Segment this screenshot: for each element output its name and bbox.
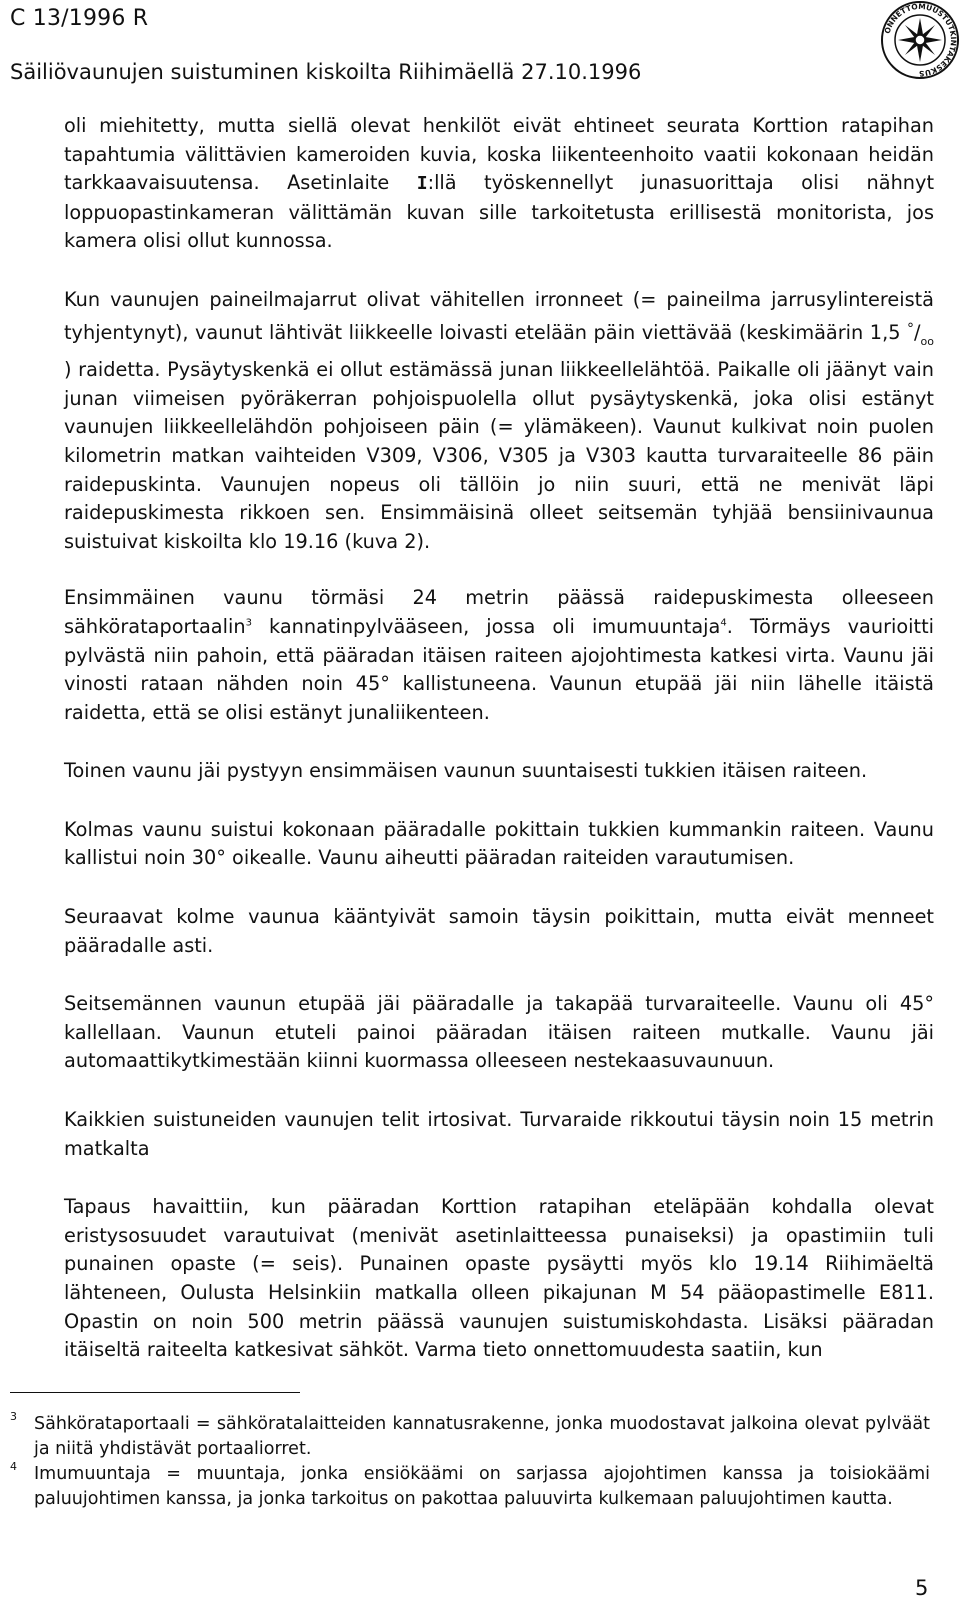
onnettomuustutkintakeskus-seal-logo xyxy=(880,0,960,80)
per-mille-symbol: $^\circ/_{oo}$ xyxy=(907,320,934,348)
footnote-divider xyxy=(10,1392,300,1393)
page-number: 5 xyxy=(915,1576,929,1600)
paragraph-3: Ensimmäinen vaunu törmäsi 24 metrin päässä raidepuskimesta olleeseen sähkörataportaalin$^3$ kannatinpylvääseen, jossa oli imumuuntaja$^4$. Törmäys vaurioitti pylvästä niin pahoin, että pääradan itäisen raiteen ajojohtimesta katkesi virta. Vaunu jäi vinosti rataan nähden noin 45° kallistuneena. Vaunun etupää jäi niin lähelle itäistä raidetta, että se olisi estänyt junaliikenteen. xyxy=(64,586,934,724)
paragraph-6: Seuraavat kolme vaunua kääntyivät samoin täysin poikittain, mutta eivät menneet pääradalle asti. xyxy=(64,905,934,957)
footnote-number: 3 xyxy=(10,1410,17,1423)
main-text xyxy=(64,112,934,1395)
footnote-text: Imumuuntaja = muuntaja, jonka ensiökäämi on sarjassa ajojohtimen kanssa ja toisiokäämi paluujohtimen kanssa, ja jonka tarkoitus on pakottaa paluuvirta kulkemaan paluujohtimen kautta. xyxy=(34,1464,930,1509)
paragraph-8: Kaikkien suistuneiden vaunujen telit irtosivat. Turvaraide rikkoutui täysin noin 15 metrin matkalta xyxy=(64,1108,934,1160)
footnote-text: Sähkörataportaali = sähköratalaitteiden kannatusrakenne, jonka muodostavat jalkoina olevat pylväät ja niitä yhdistävät portaaliorret. xyxy=(34,1414,930,1459)
paragraph-9: Tapaus havaittiin, kun pääradan Korttion ratapihan eteläpään kohdalla olevat eristysosuudet varautuivat (menivät asetinlaitteessa punaiseksi) ja opastimiin tuli punainen opaste (= seis). Punainen opaste pysäytti myös klo 19.14 Riihimäeltä lähteneen, Oulusta Helsinkiin matkalla olleen pikajunan M 54 pääopastimelle E811. Opastin on noin 500 metrin päässä vaunujen suistumiskohdasta. Lisäksi pääradan itäiseltä raiteelta katkesivat sähköt. Varma tieto onnettomuudesta saatiin, kun xyxy=(64,1195,934,1362)
footnote-number: 4 xyxy=(10,1460,17,1473)
paragraph-1: oli miehitetty, mutta siellä olevat henkilöt eivät ehtineet seurata Korttion ratapihan tapahtumia välittävien kameroiden kuvia, koska liikenteenhoito vaatii kokonaan heidän tarkkaavaisuutensa. Asetinlaite I:llä työskennellyt junasuorittaja olisi nähnyt loppuopastinkameran välittämän kuvan sille tarkoitetusta erillisestä monitorista, jos kamera olisi ollut kunnossa. xyxy=(64,114,934,253)
footnote-ref-3[interactable]: 3 xyxy=(245,617,252,629)
paragraph-2: Kun vaunujen paineilmajarrut olivat vähitellen irronneet (= paineilma jarrusylintereistä tyhjentynyt), vaunut lähtivät liikkeelle loivasti etelään päin viettävää (keskimäärin 1,5 $^\circ/_{oo}$) raidetta. Pysäytyskenkä ei ollut estämässä junan liikkeellelähtöä. Paikalle oli jäänyt vain junan viimeisen pyöräkerran pohjoispuolella ollut pysäytyskenkä, joka olisi estänyt vaunujen liikkeellelähdön pohjoiseen päin (= ylämäkeen). Vaunut kulkivat noin puolen kilometrin matkan vaihteiden V309, V306, V305 ja V303 kautta turvaraiteelle 86 päin raidepuskinta. Vaunujen nopeus oli tällöin jo niin suuri, että ne menivät läpi raidepuskimesta rikkoen sen. Ensimmäisinä olleet seitsemän tyhjää bensiinivaunua suistuivat kiskoilta klo 19.16 (kuva 2). xyxy=(64,287,934,553)
paragraph-4: Toinen vaunu jäi pystyyn ensimmäisen vaunun suuntaisesti tukkien itäisen raiteen. xyxy=(64,759,868,783)
seal-text: ONNETTOMUUSTUTKINTAKESKUS xyxy=(882,1,959,79)
paragraph-5: Kolmas vaunu suistui kokonaan pääradalle pokittain tukkien kummankin raiteen. Vaunu kallistui noin 30° oikealle. Vaunu aiheutti pääradan raiteiden varautumisen. xyxy=(64,817,934,870)
footnote-ref-4[interactable]: 4 xyxy=(720,617,727,629)
interlocking-symbol: I xyxy=(416,173,428,195)
report-title: Säiliövaunujen suistuminen kiskoilta Riihimäellä 27.10.1996 xyxy=(10,60,642,84)
report-code: C 13/1996 R xyxy=(10,6,149,31)
paragraph-7: Seitsemännen vaunun etupää jäi pääradalle ja takapää turvaraiteelle. Vaunu oli 45° kallellaan. Vaunun etuteli painoi pääradan itäisen raiteen mutkalle. Vaunu jäi automaattikytkimestään kiinni kuormassa olleeseen nestekaasuvaunuun. xyxy=(64,992,934,1073)
